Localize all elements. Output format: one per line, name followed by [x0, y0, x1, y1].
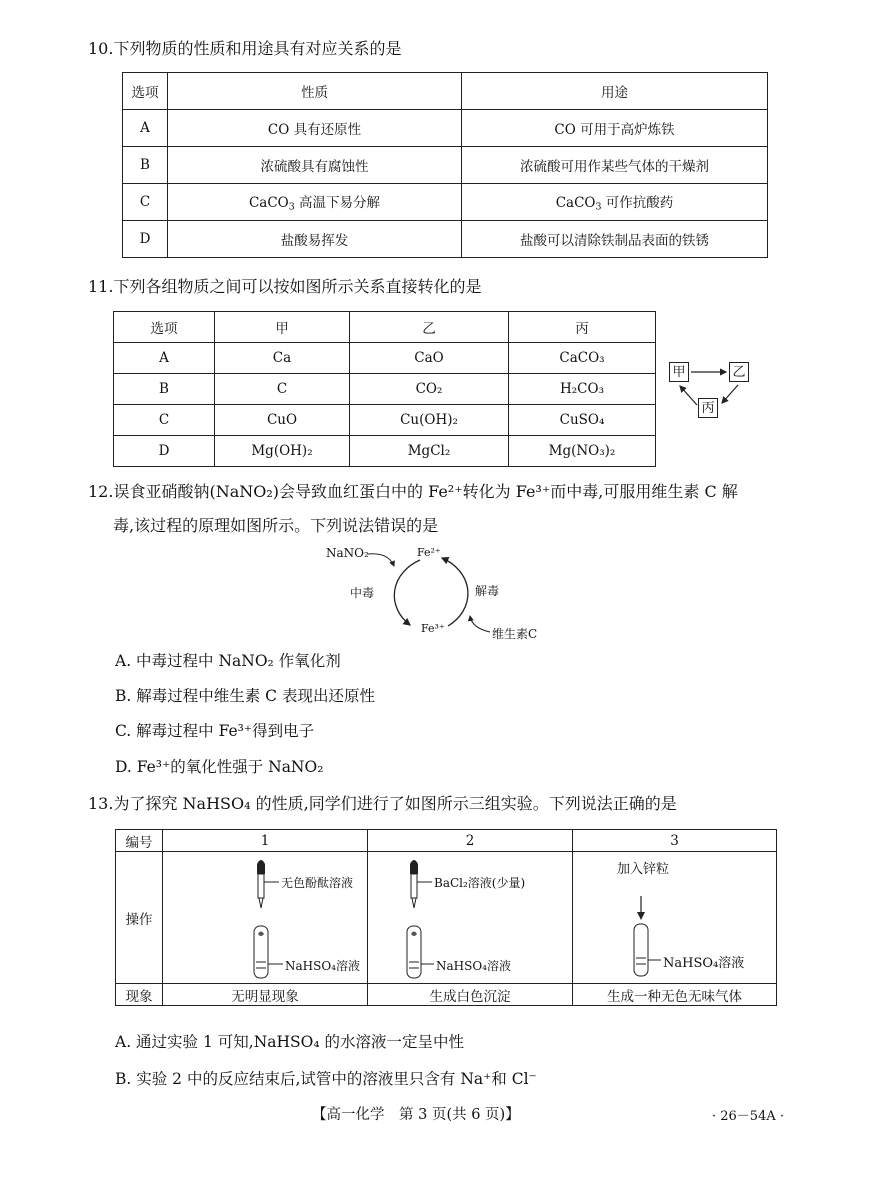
- q11-arrows: [660, 355, 760, 430]
- q12-stem-line1: 12.误食亚硝酸钠(NaNO₂)会导致血红蛋白中的 Fe²⁺转化为 Fe³⁺而中毒,可服用维生素 C 解: [88, 482, 738, 501]
- jia-cell: Ca: [215, 343, 350, 374]
- q11-table: [113, 311, 656, 467]
- exp-num-cell: 2: [368, 830, 573, 852]
- nano2-label: NaNO₂: [326, 546, 369, 560]
- jia-cell: C: [215, 374, 350, 405]
- option-cell: B: [123, 147, 168, 184]
- row-label-op: 操作: [116, 852, 163, 984]
- yi-cell: Cu(OH)₂: [350, 405, 509, 436]
- row-label-num: 编号: [116, 830, 163, 852]
- phenomenon-cell: 生成一种无色无味气体: [573, 984, 777, 1006]
- table-row: [114, 405, 656, 436]
- exp3-reagent: 加入锌粒: [617, 862, 670, 877]
- exp-num-cell: 3: [573, 830, 777, 852]
- phenomenon-cell: 生成白色沉淀: [368, 984, 573, 1006]
- table-header-row: [123, 73, 768, 110]
- q11-stem: 11.下列各组物质之间可以按如图所示关系直接转化的是: [88, 277, 482, 296]
- table-row: [123, 221, 768, 258]
- yi-cell: CaO: [350, 343, 509, 374]
- property-cell: 浓硫酸具有腐蚀性: [168, 147, 462, 184]
- diagram-yi-box: 乙: [729, 362, 749, 382]
- yi-cell: CO₂: [350, 374, 509, 405]
- header-cell: 丙: [509, 312, 656, 343]
- operation-row: [116, 852, 777, 984]
- use-cell: 浓硫酸可用作某些气体的干燥剂: [462, 147, 768, 184]
- q10-stem: 10.下列物质的性质和用途具有对应关系的是: [88, 39, 402, 58]
- use-cell: 盐酸可以清除铁制品表面的铁锈: [462, 221, 768, 258]
- fe2-label: Fe²⁺: [417, 546, 441, 559]
- option-cell: B: [114, 374, 215, 405]
- property-cell: CaCO$_3$ 高温下易分解: [168, 184, 462, 221]
- q12-option-a: A. 中毒过程中 NaNO₂ 作氧化剂: [115, 652, 341, 670]
- vitc-label: 维生素C: [492, 627, 538, 641]
- footer-code: · 26－54A ·: [712, 1109, 785, 1124]
- property-cell: 盐酸易挥发: [168, 221, 462, 258]
- bing-cell: Mg(NO₃)₂: [509, 436, 656, 467]
- jia-cell: CuO: [215, 405, 350, 436]
- exp3-solution: NaHSO₄溶液: [663, 956, 745, 971]
- q12-option-b: B. 解毒过程中维生素 C 表现出还原性: [115, 687, 375, 705]
- exp1-apparatus: [163, 852, 368, 984]
- poison-arc: [394, 560, 420, 625]
- detox-arc: [442, 558, 468, 626]
- table-header-row: [116, 830, 777, 852]
- q13-stem: 13.为了探究 NaHSO₄ 的性质,同学们进行了如图所示三组实验。下列说法正确的是: [88, 794, 677, 813]
- table-row: [114, 436, 656, 467]
- phenomenon-cell: 无明显现象: [163, 984, 368, 1006]
- option-cell: A: [123, 110, 168, 147]
- exp2-reagent: BaCl₂溶液(少量): [434, 876, 526, 890]
- option-cell: D: [123, 221, 168, 258]
- header-cell: 选项: [114, 312, 215, 343]
- q13-option-a: A. 通过实验 1 可知,NaHSO₄ 的水溶液一定呈中性: [115, 1033, 464, 1051]
- option-cell: D: [114, 436, 215, 467]
- phenomenon-row: [116, 984, 777, 1006]
- q13-option-b: B. 实验 2 中的反应结束后,试管中的溶液里只含有 Na⁺和 Cl⁻: [115, 1070, 537, 1088]
- exp2-apparatus: [368, 852, 573, 984]
- exp2-solution: NaHSO₄溶液: [436, 959, 511, 973]
- table-row: [114, 374, 656, 405]
- header-cell: 性质: [168, 73, 462, 110]
- vitc-arrow: [470, 616, 490, 632]
- table-header-row: [114, 312, 656, 343]
- q12-stem-line2: 毒,该过程的原理如图所示。下列说法错误的是: [113, 516, 439, 535]
- bing-cell: H₂CO₃: [509, 374, 656, 405]
- table-row: [114, 343, 656, 374]
- yi-cell: MgCl₂: [350, 436, 509, 467]
- q12-option-c: C. 解毒过程中 Fe³⁺得到电子: [115, 722, 315, 740]
- bing-cell: CuSO₄: [509, 405, 656, 436]
- exp1-solution: NaHSO₄溶液: [285, 959, 360, 973]
- use-cell: CO 可用于高炉炼铁: [462, 110, 768, 147]
- jia-cell: Mg(OH)₂: [215, 436, 350, 467]
- option-cell: A: [114, 343, 215, 374]
- option-cell: C: [114, 405, 215, 436]
- fe3-label: Fe³⁺: [421, 622, 445, 635]
- arrow-bing-to-jia: [680, 386, 697, 405]
- arrow-yi-to-bing: [722, 385, 738, 403]
- table-row: [123, 110, 768, 147]
- table-row: [123, 184, 768, 221]
- q12-option-d: D. Fe³⁺的氧化性强于 NaNO₂: [115, 758, 324, 776]
- poison-label: 中毒: [350, 586, 375, 600]
- nano2-arrow: [368, 554, 394, 566]
- option-cell: C: [123, 184, 168, 221]
- detox-label: 解毒: [475, 584, 500, 598]
- footer-title: 【高一化学 第 3 页(共 6 页)】: [312, 1107, 520, 1123]
- table-row: [123, 147, 768, 184]
- diagram-jia-box: 甲: [669, 362, 689, 382]
- diagram-bing-box: 丙: [698, 398, 718, 418]
- header-cell: 用途: [462, 73, 768, 110]
- q10-table: [122, 72, 768, 258]
- header-cell: 选项: [123, 73, 168, 110]
- bing-cell: CaCO₃: [509, 343, 656, 374]
- use-cell: CaCO$_3$ 可作抗酸药: [462, 184, 768, 221]
- exp1-reagent: 无色酚酞溶液: [281, 876, 354, 890]
- property-cell: CO 具有还原性: [168, 110, 462, 147]
- exp-num-cell: 1: [163, 830, 368, 852]
- row-label-phen: 现象: [116, 984, 163, 1006]
- header-cell: 甲: [215, 312, 350, 343]
- exp3-apparatus: [573, 852, 777, 984]
- header-cell: 乙: [350, 312, 509, 343]
- q13-table: [115, 829, 777, 1006]
